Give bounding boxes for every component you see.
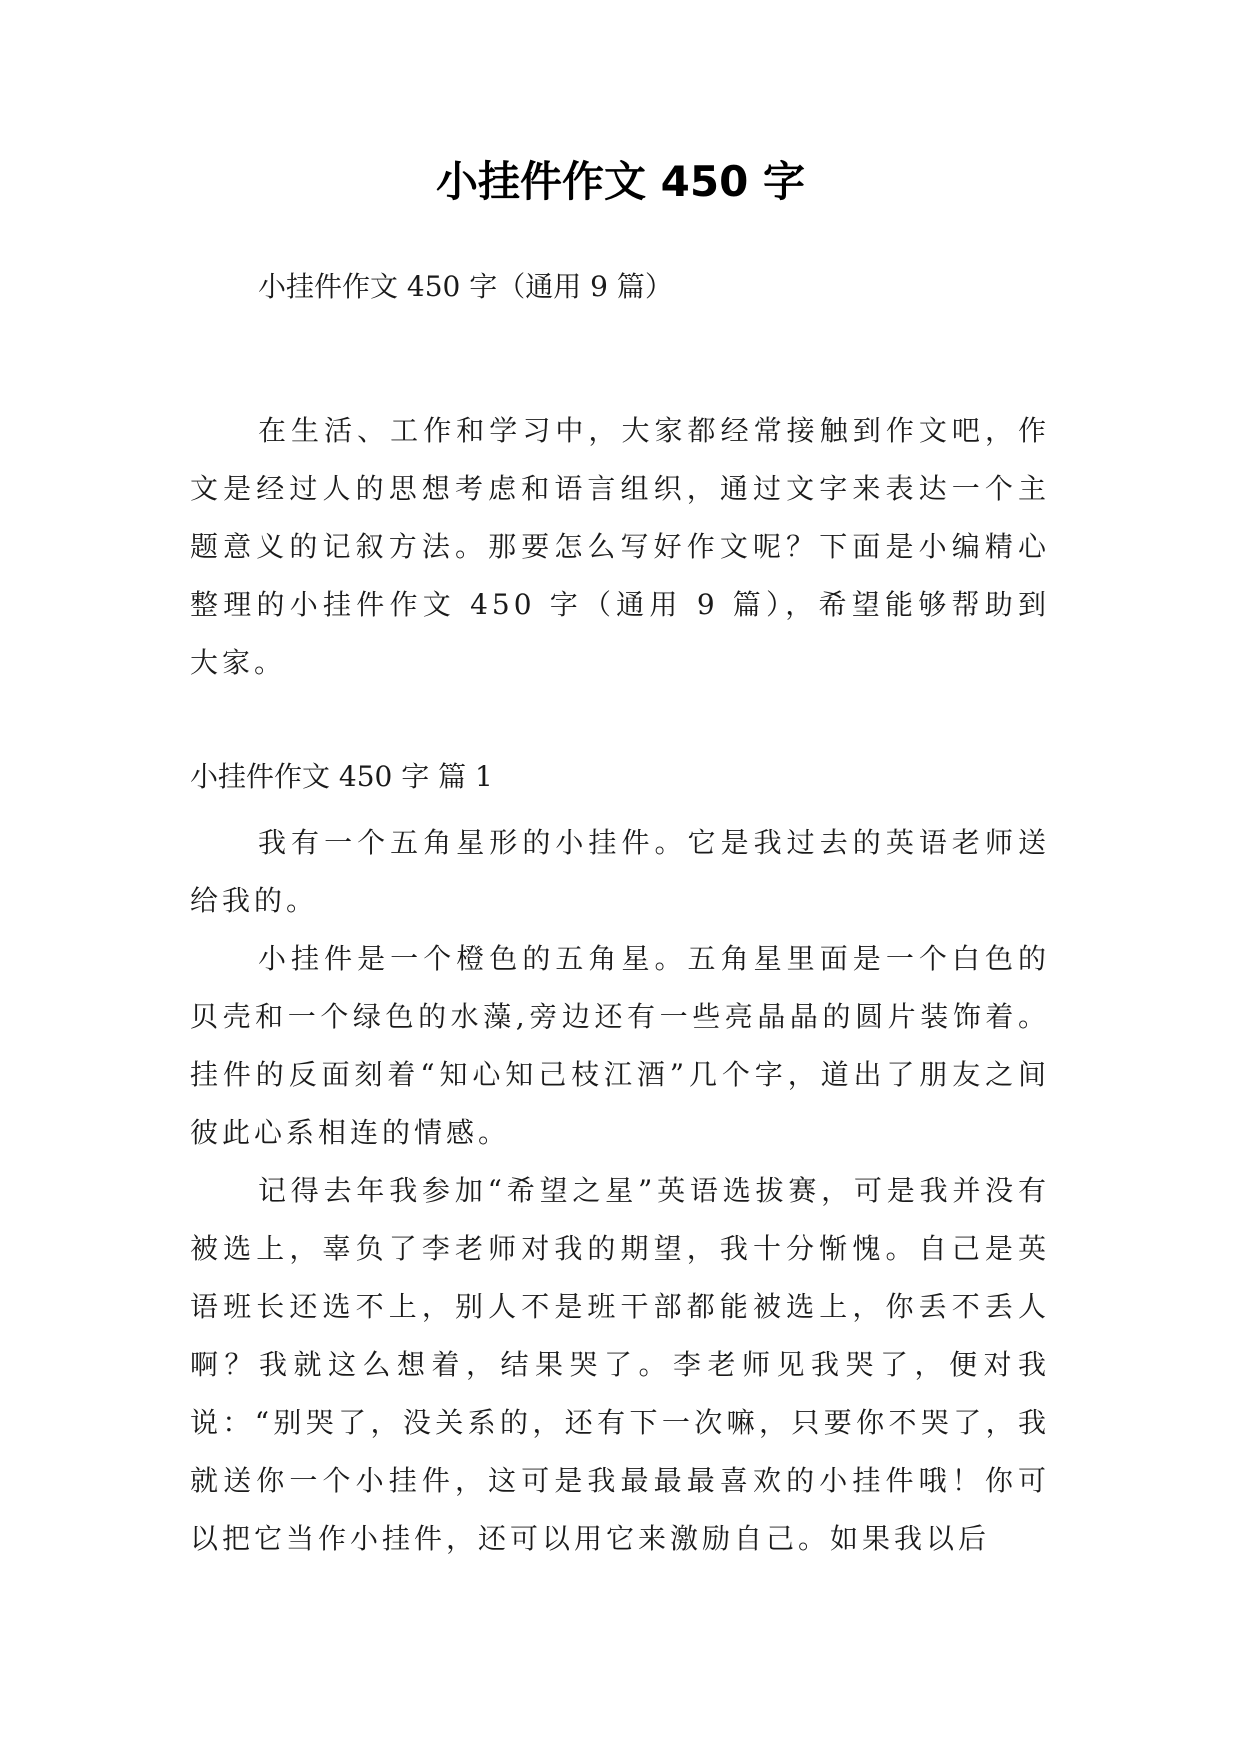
section-heading: 小挂件作文 450 字 篇 1 (190, 760, 493, 793)
body-paragraph-3: 记得去年我参加“希望之星”英语选拔赛，可是我并没有被选上，辜负了李老师对我的期望，我十分惭愧。自己是英语班长还选不上，别人不是班干部都能被选上，你丢不丢人啊？我就这么想着，结果哭了。李老师见我哭了，便对我说：“别哭了，没关系的，还有下一次嘛，只要你不哭了，我就送你一个小挂件，这可是我最最最喜欢的小挂件哦！你可以把它当作小挂件，还可以用它来激励自己。如果我以后 (190, 1174, 1050, 1555)
body-paragraph-1: 我有一个五角星形的小挂件。它是我过去的英语老师送给我的。 (190, 826, 1050, 917)
intro-paragraph: 在生活、工作和学习中，大家都经常接触到作文吧，作文是经过人的思想考虑和语言组织，通过文字来表达一个主题意义的记叙方法。那要怎么写好作文呢？下面是小编精心整理的小挂件作文 450 字（通用 9 篇），希望能够帮助到大家。 (190, 414, 1050, 679)
document-title: 小挂件作文 450 字 (436, 157, 805, 206)
document-subtitle: 小挂件作文 450 字（通用 9 篇） (258, 270, 673, 303)
body-paragraph-2: 小挂件是一个橙色的五角星。五角星里面是一个白色的贝壳和一个绿色的水藻,旁边还有一些亮晶晶的圆片装饰着。挂件的反面刻着“知心知己枝江酒”几个字，道出了朋友之间彼此心系相连的情感。 (190, 942, 1050, 1149)
